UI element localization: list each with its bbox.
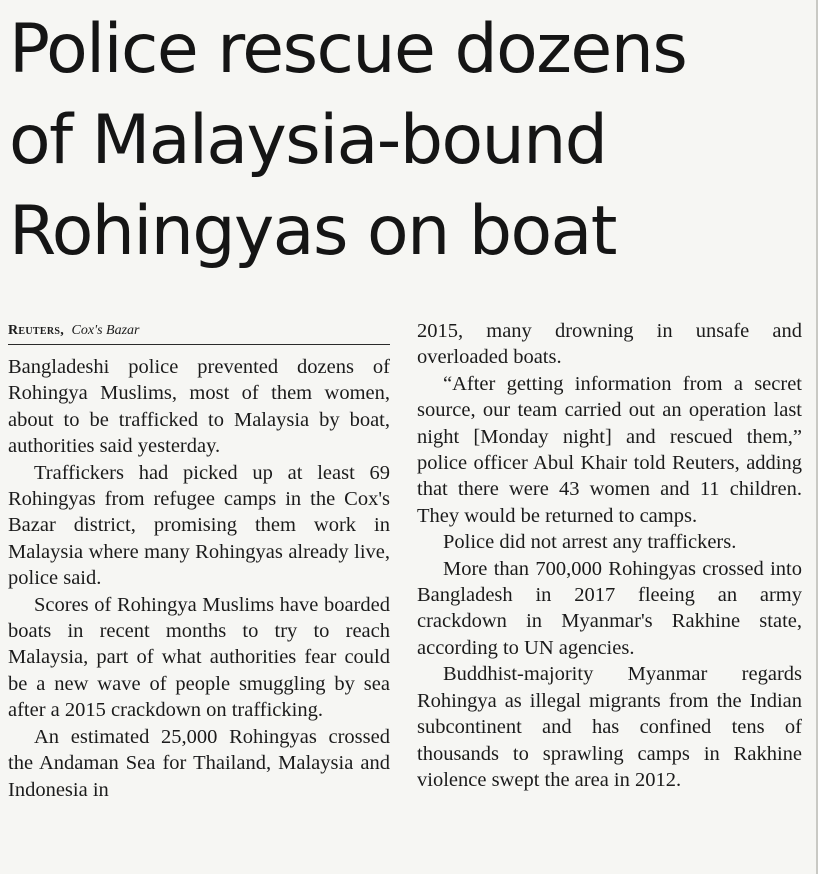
byline-agency: Reuters,	[8, 323, 65, 338]
paragraph-3: Scores of Rohingya Muslims have boarded boats in recent months to try to reach Malaysia, part of what authorities fear could be a new wave of people smuggling by sea after a 2015 crackdown on trafficking.	[8, 593, 390, 722]
paragraph-6: Police did not arrest any traffickers.	[443, 531, 737, 554]
byline-place: Cox's Bazar	[71, 323, 140, 338]
headline-line-3: Rohingyas on boat	[9, 192, 616, 271]
headline-line-2: of Malaysia-bound	[9, 101, 607, 180]
paragraph-4-continued: 2015, many drowning in unsafe and overloaded boats.	[417, 320, 802, 369]
byline	[8, 318, 390, 345]
paragraph-2: Traffickers had picked up at least 69 Rohingyas from refugee camps in the Cox's Bazar district, promising them work in Malaysia where many Rohingyas already live, police said.	[8, 461, 390, 590]
headline-line-1: Police rescue dozens	[9, 10, 687, 89]
paragraph-7: More than 700,000 Rohingyas crossed into Bangladesh in 2017 fleeing an army crackdown in Myanmar's Rakhine state, according to UN agencies.	[417, 557, 802, 659]
headline	[9, 4, 809, 277]
article-column-right	[417, 318, 802, 793]
paragraph-4: An estimated 25,000 Rohingyas crossed the Andaman Sea for Thailand, Malaysia and Indonesia in	[8, 725, 390, 801]
article-column-left	[8, 318, 390, 803]
paragraph-5: “After getting information from a secret source, our team carried out an operation last night [Monday night] and rescued them,” police officer Abul Khair told Reuters, adding that there were 43 women and 11 children. They would be returned to camps.	[417, 372, 802, 527]
paragraph-1: Bangladeshi police prevented dozens of Rohingya Muslims, most of them women, about to be trafficked to Malaysia by boat, authorities said yesterday.	[8, 356, 390, 458]
paragraph-8: Buddhist-majority Myanmar regards Rohingya as illegal migrants from the Indian subcontinent and has confined tens of thousands to sprawling camps in Rakhine violence swept the area in 2012.	[417, 663, 802, 791]
